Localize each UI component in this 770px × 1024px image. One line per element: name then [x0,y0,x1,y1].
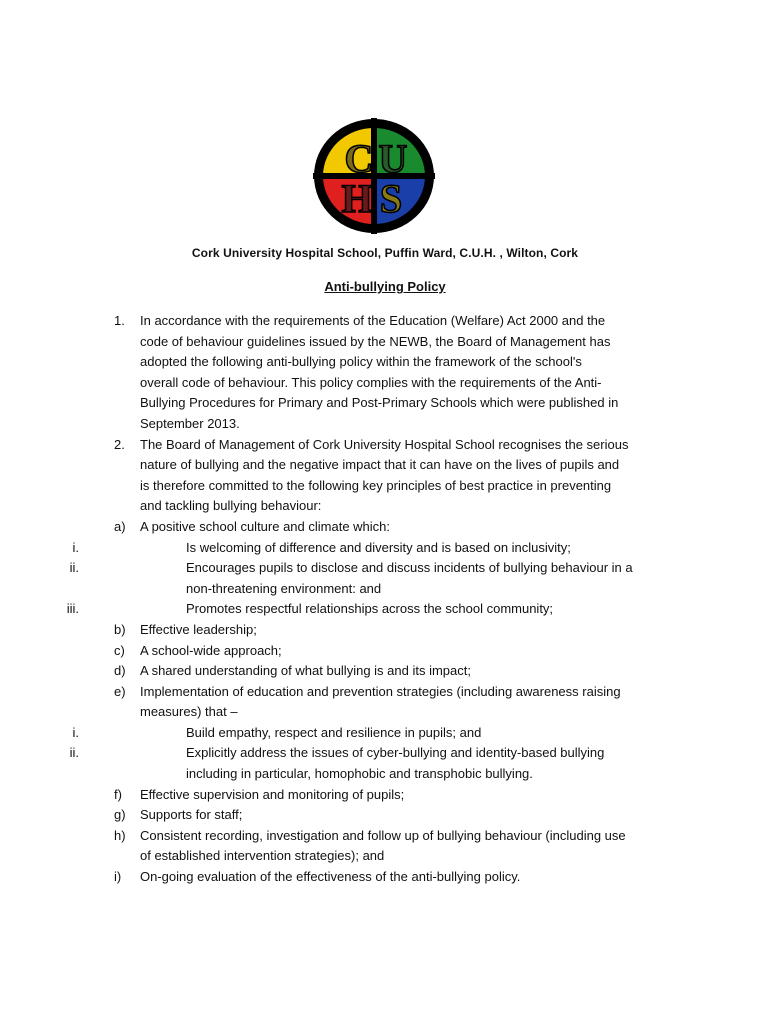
policy-item [0,682,672,723]
policy-subtext-line: Build empathy, respect and resilience in pupils; and [186,724,482,740]
policy-text-line: overall code of behaviour. This policy complies with the requirements of the Anti- [140,374,602,390]
school-logo-graphic [313,118,435,234]
policy-text-line: Effective leadership; [140,621,257,637]
sublist-marker: ii. [69,745,79,761]
policy-text-line: nature of bullying and the negative impact that it can have on the lives of pupils and [140,457,620,473]
policy-list [0,311,770,888]
policy-text-line: measures) that – [140,704,238,720]
sublist-marker: iii. [66,601,79,617]
list-marker: i) [114,869,122,885]
policy-item [0,805,672,826]
policy-subitem [0,723,672,744]
policy-item [0,435,672,517]
policy-item [0,641,672,662]
policy-item [0,620,672,641]
policy-text-line: Consistent recording, investigation and follow up of bullying behaviour (including use [140,827,626,843]
policy-text-line: In accordance with the requirements of the Education (Welfare) Act 2000 and the [140,313,606,328]
policy-item [0,867,672,888]
policy-subtext-line: Encourages pupils to disclose and discuss incidents of bullying behaviour in a [186,560,633,576]
policy-subtext-line: Promotes respectful relationships across the school community; [186,601,554,617]
policy-item [0,661,672,682]
list-marker: h) [114,827,126,843]
policy-subitem [0,558,672,599]
logo-letter-c: C [344,136,374,181]
policy-text-line: Implementation of education and prevention strategies (including awareness raising [140,683,621,699]
sublist-marker: i. [72,724,79,740]
policy-text-line: Bullying Procedures for Primary and Post-Primary Schools which were published in [140,395,619,411]
policy-item [0,311,672,435]
sublist-marker: ii. [69,560,79,576]
policy-text-line: The Board of Management of Cork University Hospital School recognises the serious [140,436,629,452]
logo-letter-s: S [379,176,403,221]
list-marker: 1. [114,313,125,328]
school-logo [313,118,435,234]
logo-letter-h: H [341,176,373,221]
list-marker: e) [114,683,126,699]
policy-subtext-line: non-threatening environment: and [186,580,382,596]
policy-text-line: On-going evaluation of the effectiveness of the anti-bullying policy. [140,869,521,885]
policy-subtext-line: Is welcoming of difference and diversity and is based on inclusivity; [186,539,571,555]
policy-text-line: code of behaviour guidelines issued by the NEWB, the Board of Management has [140,333,611,349]
list-marker: f) [114,786,122,802]
policy-subtext-line: including in particular, homophobic and transphobic bullying. [186,766,533,782]
policy-text-line: of established intervention strategies); and [140,848,385,864]
list-marker: 2. [114,436,125,452]
policy-text-line: is therefore committed to the following key principles of best practice in preventing [140,477,612,493]
policy-text-line: A positive school culture and climate which: [140,518,391,534]
policy-subitem [0,538,672,559]
policy-text-line: September 2013. [140,415,240,431]
policy-subitem [0,599,672,620]
logo-letter-u: U [378,136,408,181]
policy-subtext-line: Explicitly address the issues of cyber-bullying and identity-based bullying [186,745,605,761]
policy-subitem [0,743,672,784]
policy-text-line: and tackling bullying behaviour: [140,498,322,514]
list-marker: a) [114,518,126,534]
policy-item [0,826,672,867]
policy-text-line: Supports for staff; [140,807,243,823]
policy-text-line: adopted the following anti-bullying policy within the framework of the school's [140,354,582,370]
list-marker: d) [114,663,126,679]
policy-item [0,785,672,806]
school-address-header: Cork University Hospital School, Puffin Ward, C.U.H. , Wilton, Cork [191,246,579,260]
list-marker: b) [114,621,126,637]
sublist-marker: i. [72,539,79,555]
list-marker: c) [114,642,125,658]
policy-text-line: A school-wide approach; [140,642,282,658]
policy-text-line: Effective supervision and monitoring of pupils; [140,786,405,802]
policy-item [0,517,672,538]
list-marker: g) [114,807,126,823]
policy-text-line: A shared understanding of what bullying is and its impact; [140,663,471,679]
document-title: Anti-bullying Policy [324,279,446,294]
